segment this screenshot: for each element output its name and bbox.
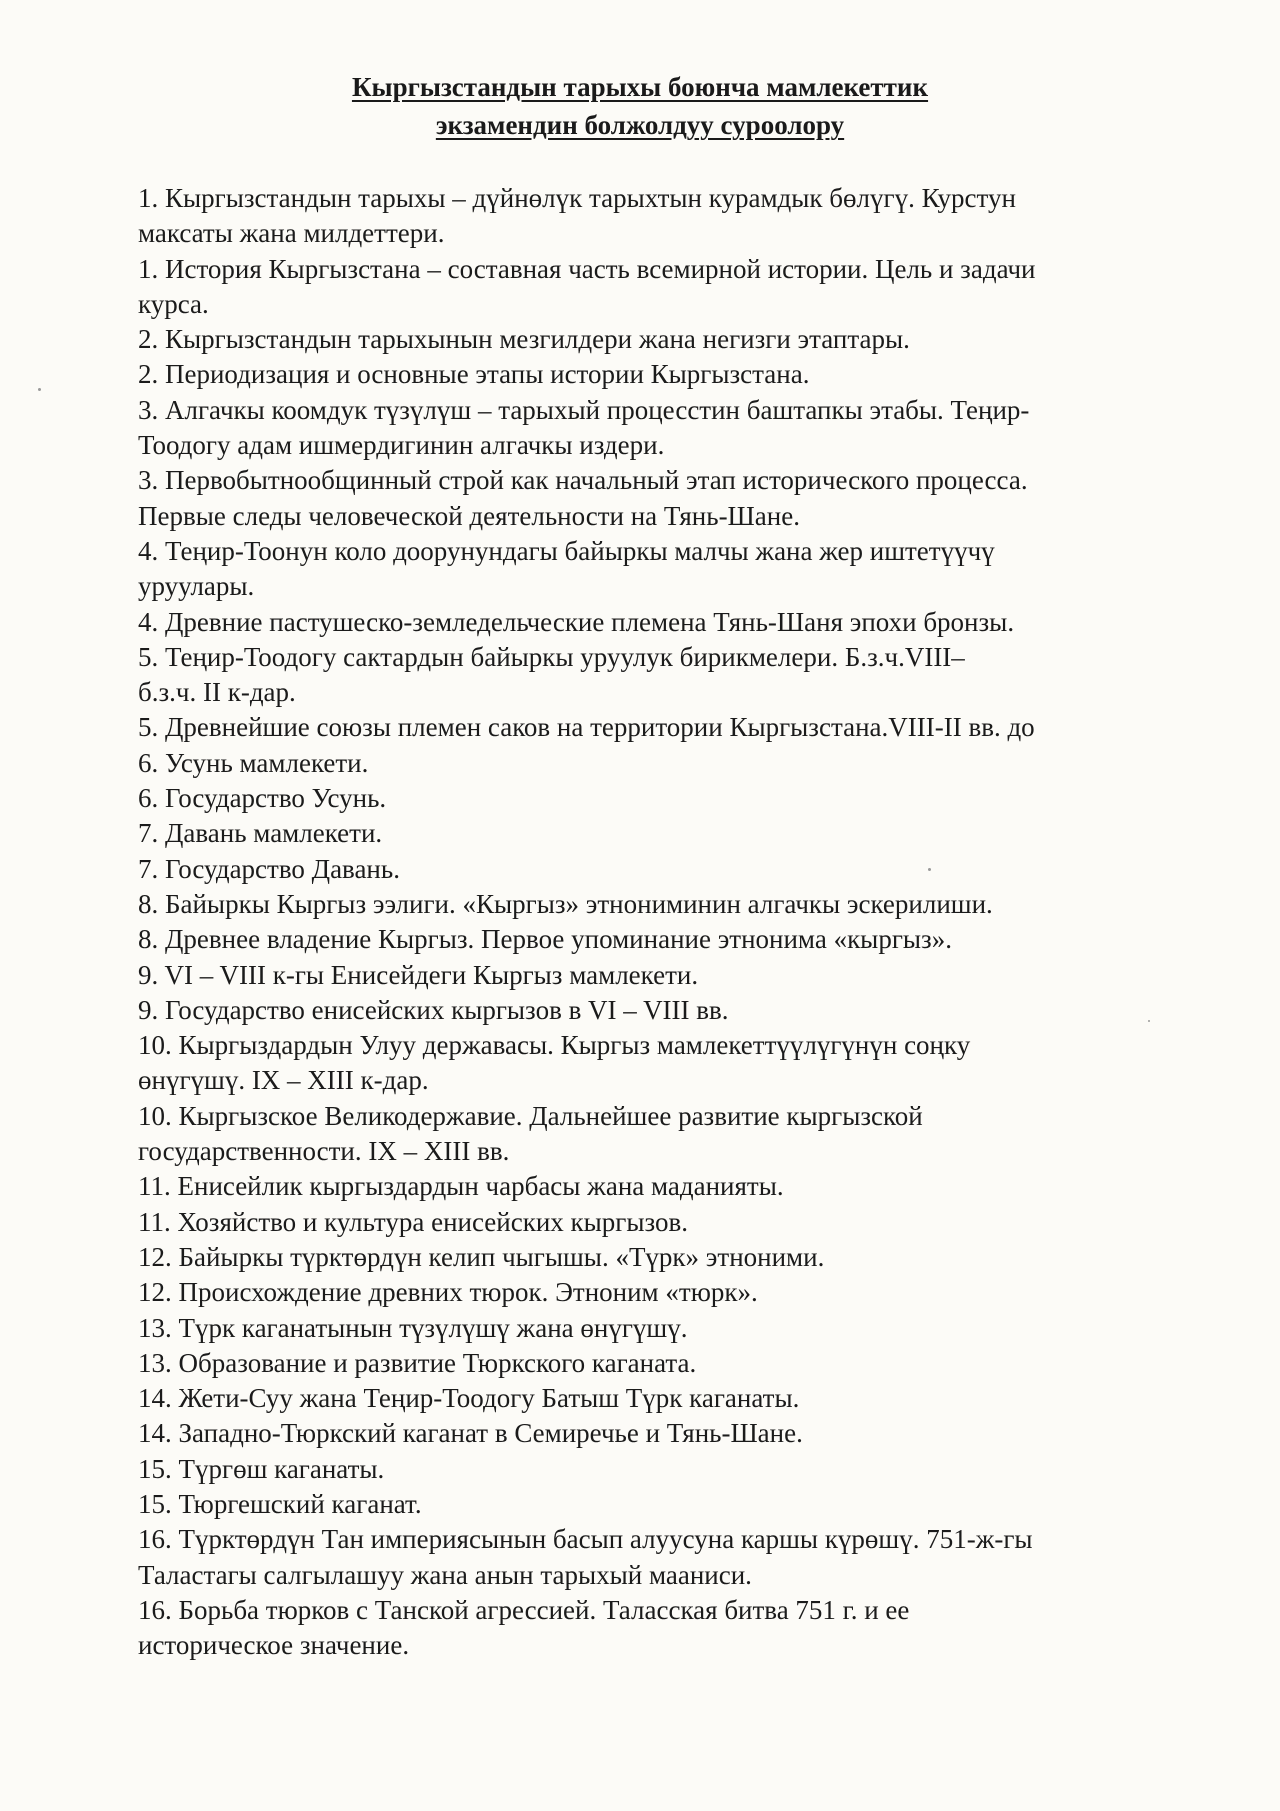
question-item: 15. Тюргешский каганат.	[138, 1488, 422, 1519]
question-item: 3. Первобытнообщинный строй как начальный этап исторического процесса.	[138, 465, 1028, 496]
question-item: 15. Түргөш каганаты.	[138, 1453, 385, 1484]
question-item-continuation: Таластагы салгылашуу жана анын тарыхый мааниси.	[138, 1559, 752, 1590]
title-line-1: Кыргызстандын тарыхы боюнча мамлекеттик	[351, 72, 929, 102]
question-list	[138, 181, 1178, 1663]
question-item: 6. Усунь мамлекети.	[138, 747, 369, 778]
question-item: 1. Кыргызстандын тарыхы – дүйнөлүк тарыхтын курамдык бөлүгү. Курстун	[138, 183, 1016, 213]
question-item: 11. Енисейлик кыргыздардын чарбасы жана маданияты.	[138, 1171, 784, 1202]
question-item: 14. Западно-Тюркский каганат в Семиречье и Тянь-Шане.	[138, 1418, 803, 1449]
question-item: 3. Алгачкы коомдук түзүлүш – тарыхый процесстин баштапкы этабы. Теңир-	[138, 394, 1030, 425]
question-item: 8. Древнее владение Кыргыз. Первое упоминание этнонима «кыргыз».	[138, 924, 952, 955]
question-item: 1. История Кыргызстана – составная часть всемирной истории. Цель и задачи	[138, 253, 1036, 284]
question-item-continuation: максаты жана милдеттери.	[138, 218, 445, 249]
question-item-continuation: историческое значение.	[138, 1630, 410, 1661]
question-item: 4. Древние пастушеско-земледельческие племена Тянь-Шаня эпохи бронзы.	[138, 606, 1015, 637]
question-item: 5. Теңир-Тоодогу сактардын байыркы уруулук бирикмелери. Б.з.ч.VIII–	[138, 641, 965, 672]
question-item-continuation: государственности. IX – XIII вв.	[138, 1136, 510, 1167]
question-item: 8. Байыркы Кыргыз ээлиги. «Кыргыз» этнониминин алгачкы эскерилиши.	[138, 888, 993, 919]
question-item: 12. Байыркы түрктөрдүн келип чыгышы. «Түрк» этноними.	[138, 1241, 825, 1272]
question-item: 16. Түрктөрдүн Тан империясынын басып алуусуна каршы күрөшү. 751-ж-гы	[138, 1524, 1033, 1555]
question-item: 7. Давань мамлекети.	[138, 818, 383, 849]
question-item: 13. Түрк каганатынын түзүлүшү жана өнүгүшү.	[138, 1312, 688, 1343]
question-item: 10. Кыргыздардын Улуу державасы. Кыргыз мамлекеттүүлүгүнүн соңку	[138, 1030, 971, 1061]
scan-speck	[1148, 1020, 1150, 1022]
question-item: 4. Теңир-Тоонун коло доорунундагы байыркы малчы жана жер иштетүүчү	[138, 535, 995, 566]
question-item: 13. Образование и развитие Тюркского каганата.	[138, 1347, 697, 1378]
question-item: 7. Государство Давань.	[138, 853, 400, 884]
question-item: 12. Происхождение древних тюрок. Этноним «тюрк».	[138, 1277, 758, 1308]
question-item: 6. Государство Усунь.	[138, 783, 387, 814]
question-item-continuation: Тоодогу адам ишмердигинин алгачкы издери.	[138, 430, 665, 461]
question-item: 5. Древнейшие союзы племен саков на территории Кыргызстана.VIII-II вв. до	[138, 712, 1035, 743]
question-item: 16. Борьба тюрков с Танской агрессией. Таласская битва 751 г. и ее	[138, 1594, 910, 1625]
page-title	[0, 68, 1280, 144]
scan-speck	[928, 868, 931, 871]
question-item-continuation: курса.	[138, 288, 209, 319]
question-item-continuation: уруулары.	[138, 571, 255, 602]
question-item: 14. Жети-Суу жана Теңир-Тоодогу Батыш Түрк каганаты.	[138, 1383, 800, 1414]
question-item: 9. VI – VIII к-гы Енисейдеги Кыргыз мамлекети.	[138, 959, 699, 990]
scan-speck	[38, 388, 41, 391]
question-item-continuation: б.з.ч. II к-дар.	[138, 677, 296, 708]
question-item-continuation: Первые следы человеческой деятельности на Тянь-Шане.	[138, 500, 800, 531]
question-item-continuation: өнүгүшү. IX – XIII к-дар.	[138, 1065, 429, 1096]
title-line-2: экзамендин болжолдуу суроолору	[435, 110, 845, 140]
question-item: 9. Государство енисейских кыргызов в VI – VIII вв.	[138, 994, 729, 1025]
question-item: 11. Хозяйство и культура енисейских кыргызов.	[138, 1206, 689, 1237]
question-item: 10. Кыргызское Великодержавие. Дальнейшее развитие кыргызской	[138, 1100, 923, 1131]
question-item: 2. Кыргызстандын тарыхынын мезгилдери жана негизги этаптары.	[138, 324, 910, 355]
question-item: 2. Периодизация и основные этапы истории Кыргызстана.	[138, 359, 810, 390]
